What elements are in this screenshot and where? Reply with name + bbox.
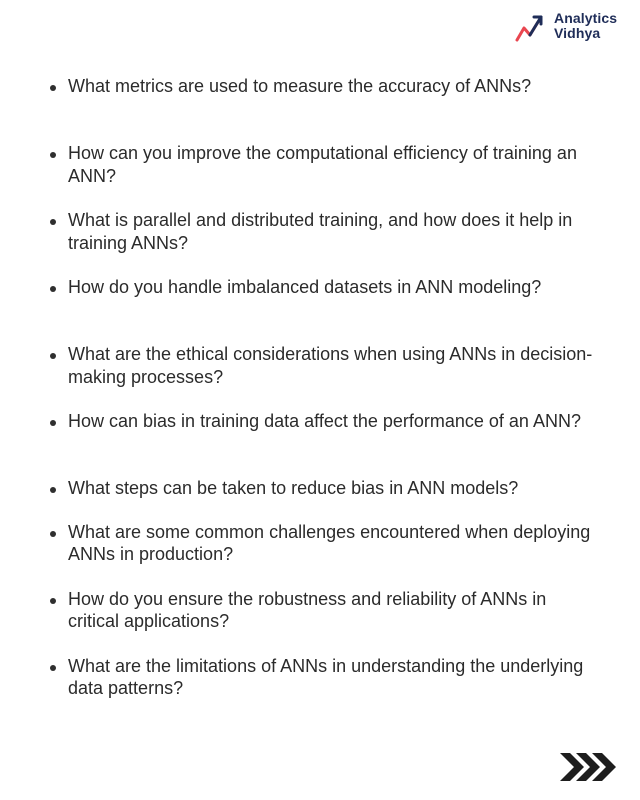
bullet-icon — [50, 219, 56, 225]
brand-name-line-1: Analytics — [554, 10, 618, 26]
brand-name-line-2: Vidhya — [554, 25, 601, 41]
bullet-icon — [50, 152, 56, 158]
list-item — [50, 142, 602, 188]
question-text: How can you improve the computational efficiency of training an ANN? — [68, 143, 577, 186]
question-text: What are the ethical considerations when using ANNs in decision-making processes? — [68, 344, 593, 387]
brand-logo — [514, 11, 632, 47]
triple-chevron-right-icon[interactable] — [558, 750, 620, 784]
list-item — [50, 521, 602, 567]
bullet-icon — [50, 531, 56, 537]
analytics-vidhya-logo-icon — [514, 11, 552, 45]
question-text: How do you ensure the robustness and reliability of ANNs in critical applications? — [68, 588, 547, 631]
bullet-icon — [50, 286, 56, 292]
list-item — [50, 477, 602, 500]
list-item — [50, 655, 602, 701]
list-item — [50, 343, 602, 389]
list-item — [50, 276, 602, 322]
question-text: What is parallel and distributed training, and how does it help in training ANNs? — [68, 210, 573, 253]
bullet-icon — [50, 85, 56, 91]
question-text: What metrics are used to measure the accuracy of ANNs? — [68, 76, 532, 96]
bullet-icon — [50, 665, 56, 671]
list-item — [50, 209, 602, 255]
bullet-icon — [50, 353, 56, 359]
brand-name — [554, 11, 617, 41]
bullet-icon — [50, 598, 56, 604]
question-text: How can bias in training data affect the performance of an ANN? — [68, 411, 581, 431]
bullet-icon — [50, 487, 56, 493]
question-text: What are some common challenges encountered when deploying ANNs in production? — [68, 521, 591, 564]
question-text: What are the limitations of ANNs in understanding the underlying data patterns? — [68, 655, 584, 698]
list-item — [50, 75, 602, 121]
list-item — [50, 588, 602, 634]
question-text: How do you handle imbalanced datasets in ANN modeling? — [68, 277, 542, 297]
list-item — [50, 410, 602, 456]
bullet-icon — [50, 420, 56, 426]
question-text: What steps can be taken to reduce bias in ANN models? — [68, 478, 519, 498]
question-list — [50, 75, 602, 701]
